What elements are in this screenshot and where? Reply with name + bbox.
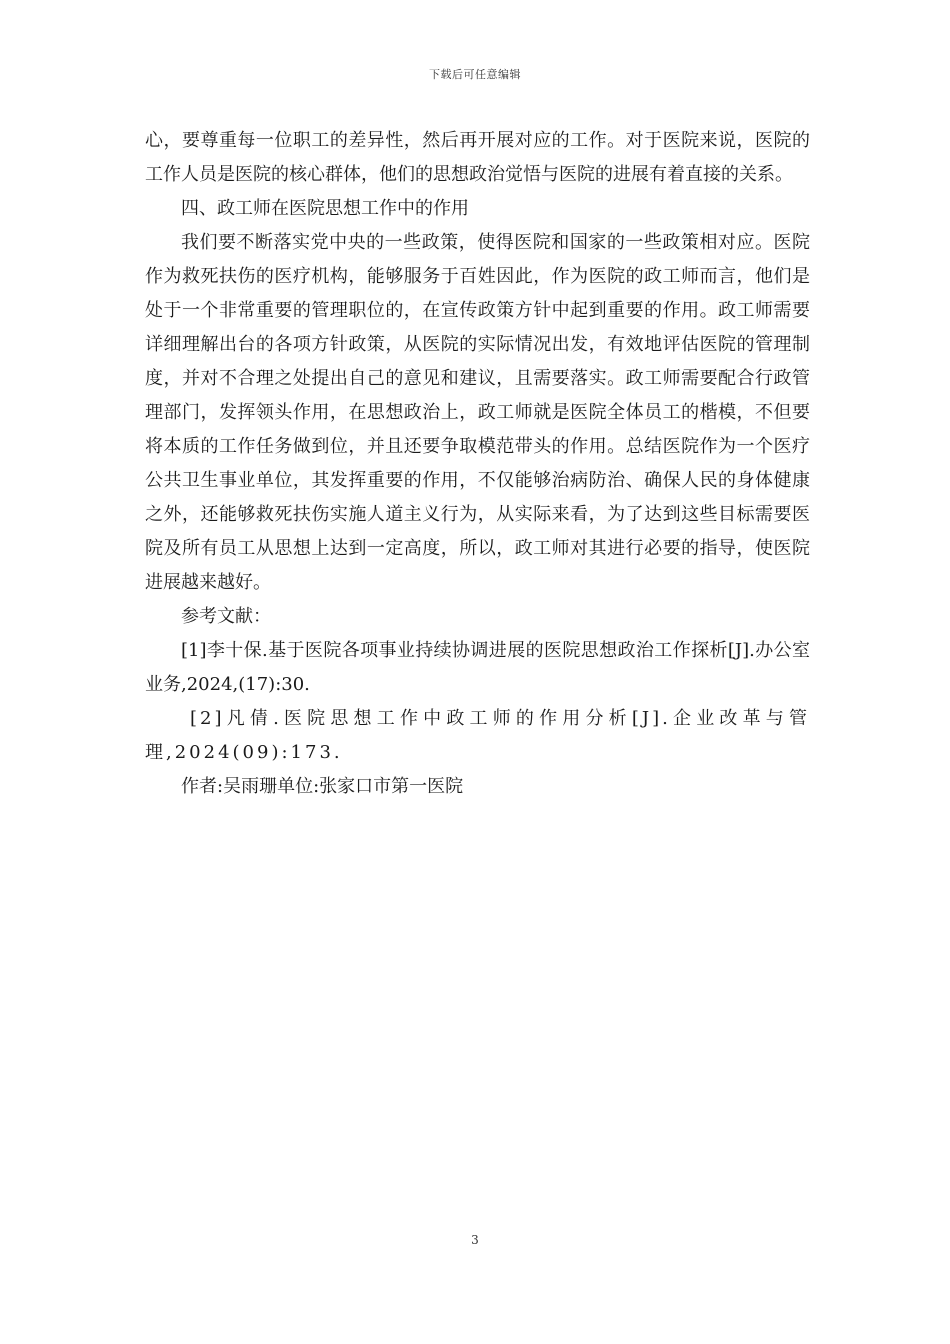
page-header: 下载后可任意编辑 [429, 68, 521, 81]
reference-item-2: [2]凡倩.医院思想工作中政工师的作用分析[J].企业改革与管理,2024(09):173. [145, 708, 810, 763]
paragraph-continuation: 心，要尊重每一位职工的差异性，然后再开展对应的工作。对于医院来说，医院的工作人员是医院的核心群体，他们的思想政治觉悟与医院的进展有着直接的关系。 [145, 130, 810, 185]
page-number: 3 [471, 1233, 479, 1247]
author-line: 作者:吴雨珊单位:张家口市第一医院 [181, 776, 464, 797]
reference-item-1: [1]李十保.基于医院各项事业持续协调进展的医院思想政治工作探析[J].办公室业务,2024,(17):30. [145, 640, 810, 695]
references-heading: 参考文献： [181, 606, 271, 627]
paragraph-main: 我们要不断落实党中央的一些政策，使得医院和国家的一些政策相对应。医院作为救死扶伤的医疗机构，能够服务于百姓因此，作为医院的政工师而言，他们是处于一个非常重要的管理职位的，在宣传政策方针中起到重要的作用。政工师需要详细理解出台的各项方针政策，从医院的实际情况出发，有效地评估医院的管理制度，并对不合理之处提出自己的意见和建议，且需要落实。政工师需要配合行政管理部门，发挥领头作用，在思想政治上，政工师就是医院全体员工的楷模，不但要将本质的工作任务做到位，并且还要争取模范带头的作用。总结医院作为一个医疗公共卫生事业单位，其发挥重要的作用，不仅能够治病防治、确保人民的身体健康之外，还能够救死扶伤实施人道主义行为，从实际来看，为了达到这些目标需要医院及所有员工从思想上达到一定高度，所以，政工师对其进行必要的指导，使医院进展越来越好。 [145, 232, 810, 593]
document-body [145, 124, 810, 804]
section-heading: 四、政工师在医院思想工作中的作用 [181, 198, 469, 219]
